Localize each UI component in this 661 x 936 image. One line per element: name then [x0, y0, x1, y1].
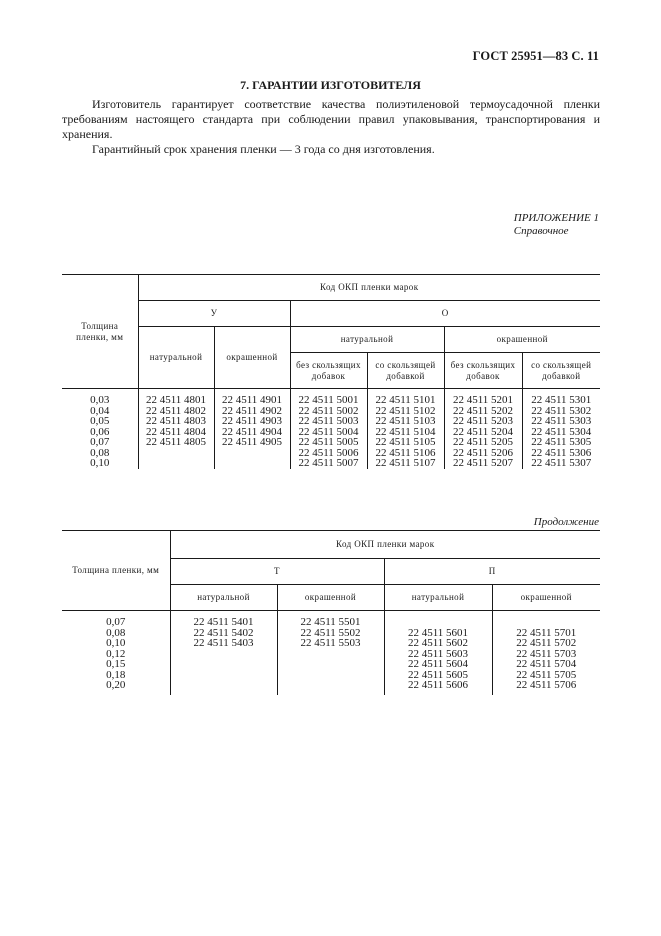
header-p-colored: окрашенной	[492, 585, 600, 611]
section-title: 7. ГАРАНТИИ ИЗГОТОВИТЕЛЯ	[240, 78, 421, 92]
section-body	[62, 97, 600, 157]
header-u-natural: натуральной	[138, 327, 214, 389]
col-thickness-values: 0,03 0,04 0,05 0,06 0,07 0,08 0,10	[90, 394, 110, 469]
header-okp-code-2: Код ОКП пленки марок	[170, 531, 600, 559]
header-t-natural: натуральной	[170, 585, 277, 611]
header-u-colored: окрашенной	[214, 327, 290, 389]
col-t-natural-codes: 22 4511 5401 22 4511 5402 22 4511 5403	[170, 611, 277, 695]
header-mark-u: У	[138, 301, 290, 327]
header-o-nat-no-additive: без скользящих добавок	[290, 353, 367, 389]
header-o-nat-with-additive: со скользящей добавкой	[367, 353, 444, 389]
continuation-label: Продолжение	[533, 516, 599, 528]
header-mark-o: О	[290, 301, 600, 327]
col-o-nat-no-add-codes: 22 4511 5001 22 4511 5002 22 4511 5003 22 4511 5004 22 4511 5005 22 4511 5006 22 4511 5007	[290, 389, 367, 469]
okp-code-table-1	[62, 274, 600, 469]
col-u-natural-codes: 22 4511 4801 22 4511 4802 22 4511 4803 22 4511 4804 22 4511 4805	[138, 389, 214, 469]
header-p-natural: натуральной	[384, 585, 492, 611]
appendix-title: ПРИЛОЖЕНИЕ 1	[513, 212, 599, 224]
col-thickness-values-2: 0,07 0,08 0,10 0,12 0,15 0,18 0,20	[106, 616, 126, 691]
col-u-colored-codes: 22 4511 4901 22 4511 4902 22 4511 4903 22 4511 4904 22 4511 4905	[214, 389, 290, 469]
paragraph-storage-term: Гарантийный срок хранения пленки — 3 года со дня изготовления.	[92, 142, 435, 156]
col-p-colored-codes: 22 4511 5701 22 4511 5702 22 4511 5703 22 4511 5704 22 4511 5705 22 4511 5706	[492, 611, 600, 695]
header-t-colored: окрашенной	[277, 585, 384, 611]
header-o-col-no-additive: без скользящих добавок	[444, 353, 522, 389]
col-o-col-add-codes: 22 4511 5301 22 4511 5302 22 4511 5303 22 4511 5304 22 4511 5305 22 4511 5306 22 4511 5307	[522, 389, 600, 469]
col-t-colored-codes: 22 4511 5501 22 4511 5502 22 4511 5503	[277, 611, 384, 695]
header-thickness-2: Толщина пленки, мм	[62, 531, 170, 611]
col-o-nat-add-codes: 22 4511 5101 22 4511 5102 22 4511 5103 22 4511 5104 22 4511 5105 22 4511 5106 22 4511 5107	[367, 389, 444, 469]
appendix-subtitle: Справочное	[513, 225, 569, 237]
page-header: ГОСТ 25951—83 С. 11	[472, 49, 599, 63]
header-okp-code: Код ОКП пленки марок	[138, 275, 600, 301]
okp-code-table-2	[62, 530, 600, 695]
paragraph-guarantee: Изготовитель гарантирует соответствие качества полиэтиленовой термоусадочной пленки требованиям настоящего стандарта при соблюдении правил упаковывания, транспортирования и хранения.	[62, 97, 600, 141]
appendix-label	[514, 212, 599, 238]
header-o-col-with-additive: со скользящей добавкой	[522, 353, 600, 389]
col-o-col-no-add-codes: 22 4511 5201 22 4511 5202 22 4511 5203 22 4511 5204 22 4511 5205 22 4511 5206 22 4511 5207	[444, 389, 522, 469]
header-thickness: Толщина пленки, мм	[62, 275, 138, 389]
header-o-colored: окрашенной	[444, 327, 600, 353]
col-p-natural-codes: 22 4511 5601 22 4511 5602 22 4511 5603 22 4511 5604 22 4511 5605 22 4511 5606	[384, 611, 492, 695]
header-o-natural: натуральной	[290, 327, 444, 353]
header-mark-t: Т	[170, 559, 384, 585]
header-mark-p: П	[384, 559, 600, 585]
